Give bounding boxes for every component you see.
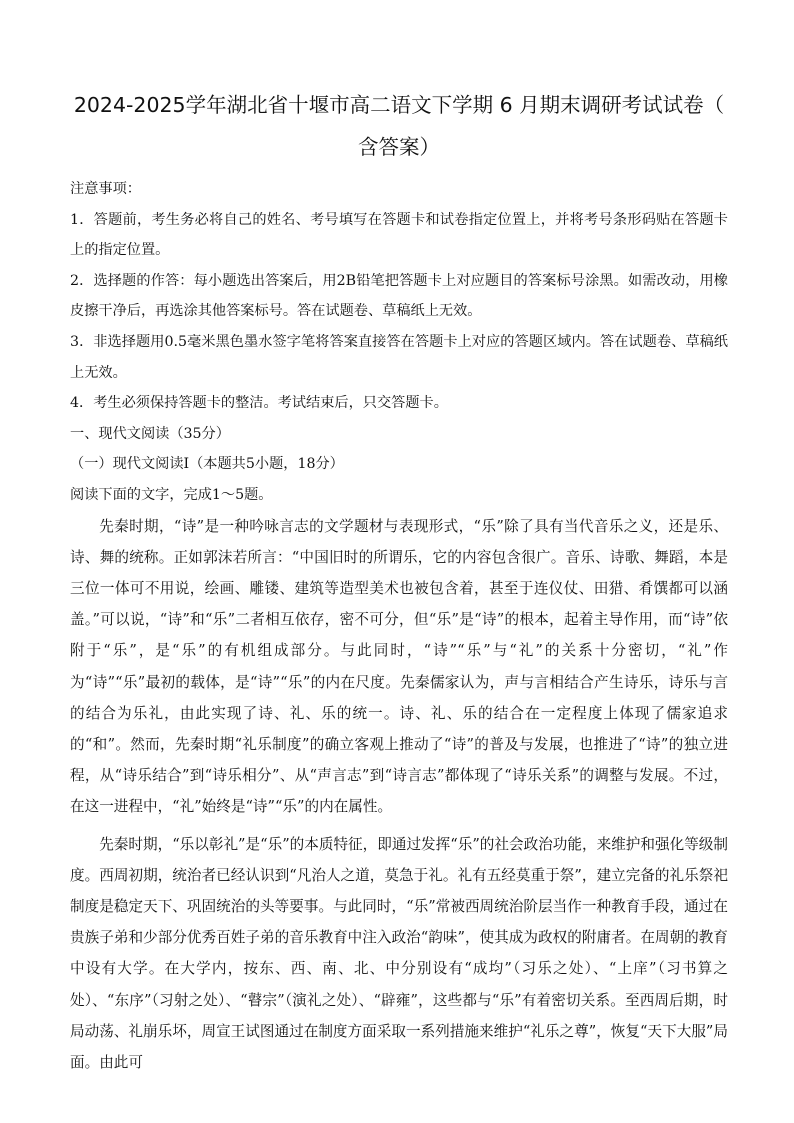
- reading-passage: [70, 511, 728, 1079]
- notice-heading: 注意事项：: [70, 181, 141, 197]
- exam-title: [70, 84, 728, 168]
- passage-paragraph-1: 先秦时期，“诗”是一种吟咏言志的文学题材与表现形式，“乐”除了具有当代音乐之义，还是乐、诗、舞的统称。正如郭沫若所言：“中国旧时的所谓乐，它的内容包含很广。音乐、诗歌、舞蹈，本是三位一体可不用说，绘画、雕镂、建筑等造型美术也被包含着，甚至于连仪仗、田猎、肴馔都可以涵盖。”可以说，“诗”和“乐”二者相互依存，密不可分，但“乐”是“诗”的根本，起着主导作用，而“诗”依附于“乐”，是“乐”的有机组成部分。与此同时，“诗”“乐”与“礼”的关系十分密切，“礼”作为“诗”“乐”最初的载体，是“诗”“乐”的内在尺度。先秦儒家认为，声与言相结合产生诗乐，诗乐与言的结合为乐礼，由此实现了诗、礼、乐的统一。诗、礼、乐的结合在一定程度上体现了儒家追求的“和”。然而，先秦时期“礼乐制度”的确立客观上推动了“诗”的普及与发展，也推进了“诗”的独立进程，从“诗乐结合”到“诗乐相分”、从“声言志”到“诗言志”都体现了“诗乐关系”的调整与发展。不过，在这一进程中，“礼”始终是“诗”“乐”的内在属性。: [70, 517, 728, 816]
- section-heading: 一、现代文阅读（35分）: [70, 425, 230, 442]
- notice-block: [70, 174, 728, 419]
- passage-paragraph-2: 先秦时期，“乐以彰礼”是“乐”的本质特征，即通过发挥“乐”的社会政治功能，来维护和强化等级制度。西周初期，统治者已经认识到“凡治人之道，莫急于礼。礼有五经莫重于祭”，建立完备的礼乐祭祀制度是稳定天下、巩固统治的头等要事。与此同时，“乐”常被西周统治阶层当作一种教育手段，通过在贵族子弟和少部分优秀百姓子弟的音乐教育中注入政治“韵味”，使其成为政权的附庸者。在周朝的教育中设有大学。在大学内，按东、西、南、北、中分别设有“成均”（习乐之处）、“上庠”（习书算之处）、“东序”（习射之处）、“瞽宗”（演礼之处）、“辟雍”，这些都与“乐”有着密切关系。至西周后期，时局动荡、礼崩乐坏，周宣王试图通过在制度方面采取一系列措施来维护“礼乐之尊”，恢复“天下大服”局面。由此可: [70, 835, 728, 1071]
- exam-title-line2: 含答案）: [358, 135, 440, 159]
- notice-item-1: 1．答题前，考生务必将自己的姓名、考号填写在答题卡和试卷指定位置上，并将考号条形码贴在答题卡上的指定位置。: [70, 211, 728, 259]
- notice-item-3: 3．非选择题用0.5毫米黑色墨水签字笔将答案直接答在答题卡上对应的答题区域内。答在试题卷、草稿纸上无效。: [70, 333, 728, 381]
- reading-instruction: 阅读下面的文字，完成1～5题。: [70, 486, 273, 503]
- exam-title-line1: 2024-2025学年湖北省十堰市高二语文下学期 6 月期末调研考试试卷（: [73, 93, 725, 117]
- notice-item-2: 2．选择题的作答：每小题选出答案后，用2B铅笔把答题卡上对应题目的答案标号涂黑。如需改动，用橡皮擦干净后，再选涂其他答案标号。答在试题卷、草稿纸上无效。: [70, 272, 728, 320]
- subsection-heading: （一）现代文阅读Ⅰ（本题共5小题，18分）: [70, 456, 344, 473]
- notice-item-4: 4．考生必须保持答题卡的整洁。考试结束后，只交答题卡。: [70, 395, 448, 412]
- exam-page: [70, 84, 728, 1078]
